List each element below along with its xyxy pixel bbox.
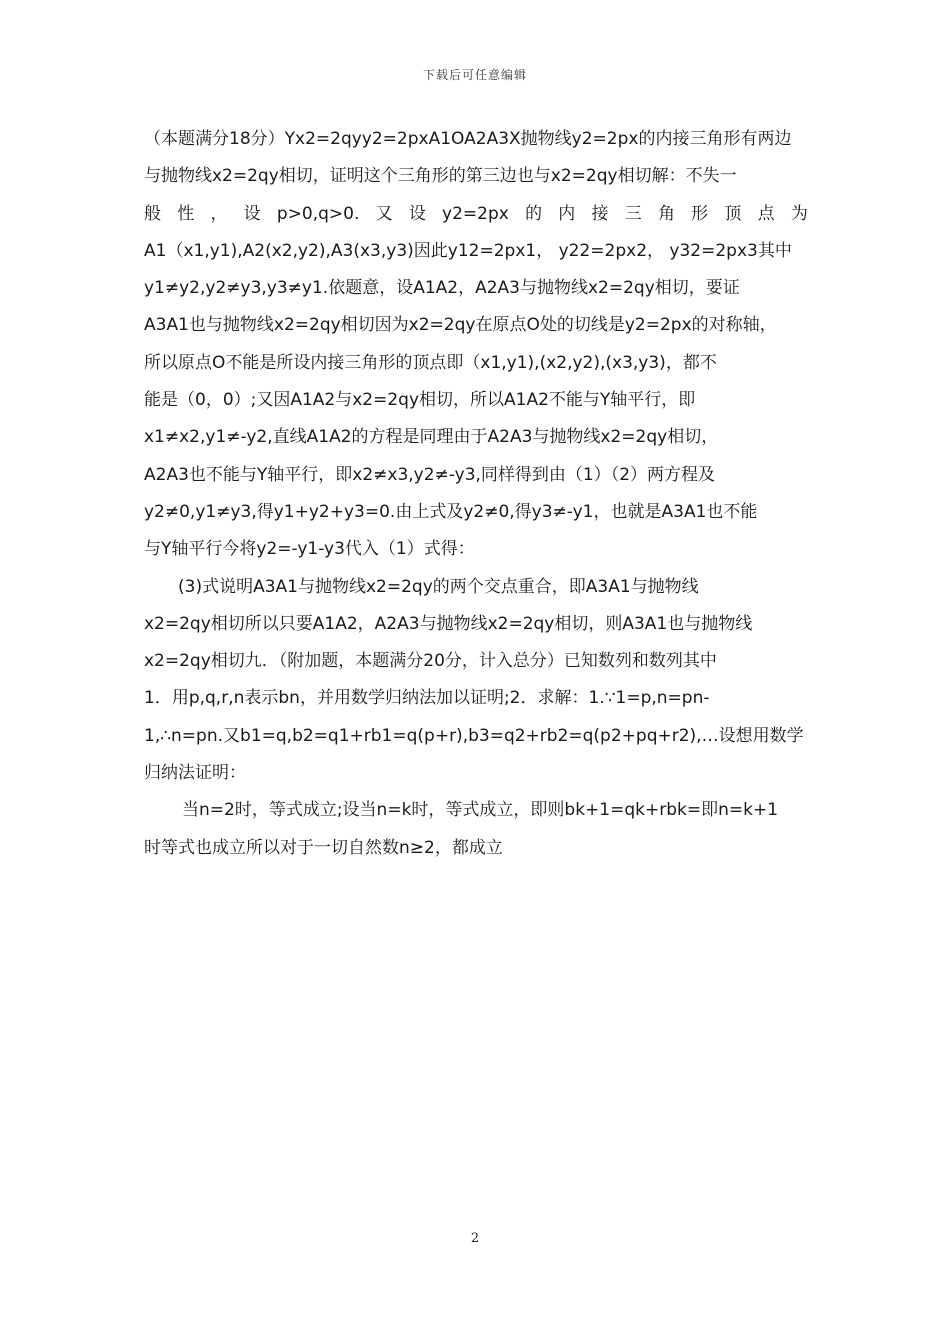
text-line: 1,∴n=pn.又b1=q,b2=q1+rb1=q(p+r),b3=q2+rb2=q(p2+pq+r2),…设想用数学 bbox=[144, 725, 804, 746]
text-fragment: 设 bbox=[408, 203, 426, 224]
text-line: 时等式也成立所以对于一切自然数n≥2，都成立 bbox=[144, 837, 503, 858]
text-fragment: 设 bbox=[243, 203, 261, 224]
text-line: 所以原点O不能是所设内接三角形的顶点即（x1,y1),(x2,y2),(x3,y3)，都不 bbox=[144, 352, 717, 373]
text-fragment: 又 bbox=[375, 203, 393, 224]
text-line: y1≠y2,y2≠y3,y3≠y1.依题意，设A1A2，A2A3与抛物线x2=2qy相切，要证 bbox=[144, 278, 740, 299]
text-fragment: y2=2px bbox=[442, 203, 509, 224]
text-line: （本题满分18分）Yx2=2qyy2=2pxA1OA2A3X抛物线y2=2px的内接三角形有两边 bbox=[144, 129, 792, 149]
page-number: 2 bbox=[470, 1231, 480, 1246]
text-line-justified bbox=[144, 196, 808, 233]
text-fragment: ， bbox=[210, 203, 228, 224]
text-line: 与抛物线x2=2qy相切，证明这个三角形的第三边也与x2=2qy相切解：不失一 bbox=[144, 166, 737, 187]
text-fragment: 角 bbox=[657, 203, 675, 224]
text-fragment: 形 bbox=[691, 203, 709, 224]
text-fragment: 性 bbox=[177, 203, 195, 224]
text-fragment: 接 bbox=[591, 203, 609, 224]
text-line: 归纳法证明： bbox=[144, 763, 246, 784]
text-fragment: p>0,q>0. bbox=[276, 203, 360, 224]
text-line: 能是（0，0）;又因A1A2与x2=2qy相切，所以A1A2不能与Y轴平行，即 bbox=[144, 390, 696, 411]
text-fragment: 为 bbox=[790, 203, 808, 224]
text-fragment: 顶 bbox=[724, 203, 742, 224]
text-fragment: 般 bbox=[144, 203, 161, 224]
page-header: 下载后可任意编辑 bbox=[422, 68, 527, 82]
text-line: A3A1也与抛物线x2=2qy相切因为x2=2qy在原点O处的切线是y2=2px的对称轴， bbox=[144, 315, 777, 336]
text-line-indented: (3)式说明A3A1与抛物线x2=2qy的两个交点重合，即A3A1与抛物线 bbox=[178, 576, 699, 597]
text-line: A2A3也不能与Y轴平行，即x2≠x3,y2≠-y3,同样得到由（1）（2）两方程及 bbox=[144, 464, 716, 485]
text-fragment: 的 bbox=[525, 203, 543, 224]
text-line: x2=2qy相切所以只要A1A2，A2A3与抛物线x2=2qy相切，则A3A1也与抛物线 bbox=[144, 613, 753, 634]
text-line: 1．用p,q,r,n表示bn，并用数学归纳法加以证明;2．求解：1.∵1=p,n=pn- bbox=[144, 688, 710, 709]
document-body bbox=[144, 121, 808, 867]
text-line-indented: 当n=2时，等式成立;设当n=k时，等式成立，即则bk+1=qk+rbk=即n=k+1 bbox=[182, 800, 779, 821]
text-line: y2≠0,y1≠y3,得y1+y2+y3=0.由上式及y2≠0,得y3≠-y1，也就是A3A1也不能 bbox=[144, 501, 758, 522]
text-line: x2=2qy相切九．（附加题，本题满分20分，计入总分）已知数列和数列其中 bbox=[144, 651, 717, 672]
text-fragment: 内 bbox=[558, 203, 576, 224]
text-line: 与Y轴平行今将y2=-y1-y3代入（1）式得： bbox=[144, 539, 475, 560]
text-fragment: 点 bbox=[757, 203, 775, 224]
text-line: A1（x1,y1),A2(x2,y2),A3(x3,y3)因此y12=2px1， y22=2px2， y32=2px3其中 bbox=[144, 240, 792, 261]
text-fragment: 三 bbox=[624, 203, 642, 224]
text-line: x1≠x2,y1≠-y2,直线A1A2的方程是同理由于A2A3与抛物线x2=2qy相切， bbox=[144, 427, 719, 448]
